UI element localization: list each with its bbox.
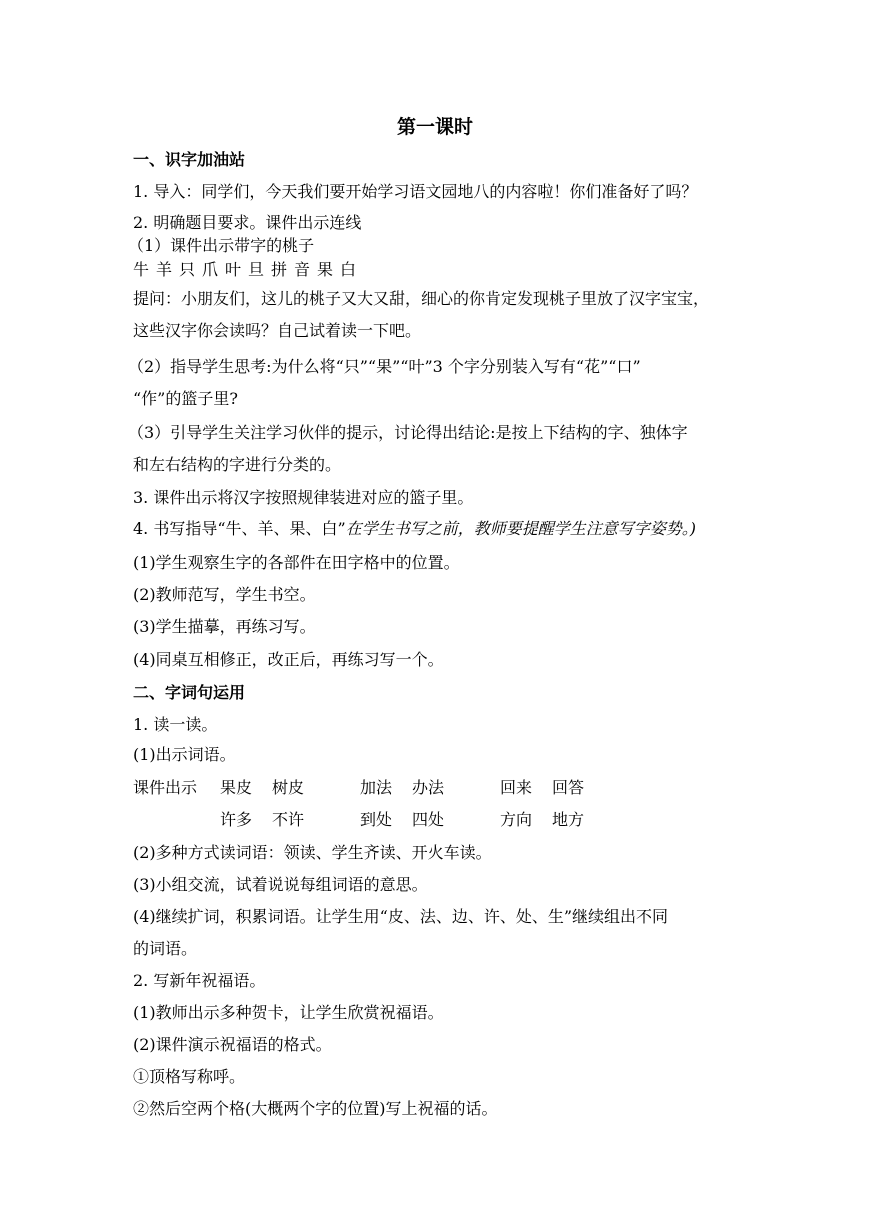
word-cell: 不许 bbox=[272, 810, 305, 829]
step-item: (2)教师范写，学生书空。 bbox=[133, 585, 316, 604]
paragraph: 这些汉字你会读吗？自己试着读一下吧。 bbox=[133, 321, 422, 340]
writing-note: 在学生书写之前，教师要提醒学生注意写字姿势。) bbox=[345, 519, 696, 538]
character: 叶 bbox=[225, 260, 242, 279]
word-cell: 方向 bbox=[500, 810, 533, 829]
paragraph bbox=[133, 519, 696, 539]
word-cell: 地方 bbox=[552, 810, 585, 829]
paragraph: 2. 写新年祝福语。 bbox=[133, 971, 266, 990]
section2-heading: 二、字词句运用 bbox=[133, 683, 246, 702]
character: 白 bbox=[340, 260, 357, 279]
writing-guidance: 4. 书写指导“牛、羊、果、白” bbox=[133, 519, 346, 538]
paragraph: （3）引导学生关注学习伙伴的提示，讨论得出结论:是按上下结构的字、独体字 bbox=[128, 423, 688, 442]
paragraph: 3. 课件出示将汉字按照规律装进对应的篮子里。 bbox=[133, 488, 474, 507]
word-cell: 四处 bbox=[412, 810, 445, 829]
page-title: 第一课时 bbox=[396, 116, 473, 138]
character: 牛 bbox=[133, 260, 150, 279]
paragraph: （1）课件出示带字的桃子 bbox=[128, 236, 315, 255]
paragraph: 的词语。 bbox=[133, 939, 198, 958]
character: 果 bbox=[317, 260, 334, 279]
paragraph: 2. 明确题目要求。课件出示连线 bbox=[133, 213, 362, 232]
character: 旦 bbox=[248, 260, 265, 279]
character-list bbox=[133, 260, 363, 280]
step-item: (1)学生观察生字的各部件在田字格中的位置。 bbox=[133, 553, 460, 572]
section1-heading: 一、识字加油站 bbox=[133, 150, 246, 169]
paragraph: (2)课件演示祝福语的格式。 bbox=[133, 1035, 332, 1054]
step-item: (3)学生描摹，再练习写。 bbox=[133, 617, 316, 636]
paragraph: (1)出示词语。 bbox=[133, 745, 236, 764]
word-cell: 树皮 bbox=[272, 778, 305, 797]
character: 拼 bbox=[271, 260, 288, 279]
character: 只 bbox=[179, 260, 196, 279]
paragraph: 1. 读一读。 bbox=[133, 715, 218, 734]
character: 羊 bbox=[156, 260, 173, 279]
step-item: (4)同桌互相修正，改正后，再练习写一个。 bbox=[133, 650, 444, 669]
paragraph: ②然后空两个格(大概两个字的位置)写上祝福的话。 bbox=[133, 1099, 498, 1118]
paragraph: (3)小组交流，试着说说每组词语的意思。 bbox=[133, 875, 428, 894]
paragraph: (2)多种方式读词语：领读、学生齐读、开火车读。 bbox=[133, 843, 492, 862]
word-cell: 办法 bbox=[412, 778, 445, 797]
word-cell: 回来 bbox=[500, 778, 533, 797]
word-cell: 加法 bbox=[360, 778, 393, 797]
word-cell: 回答 bbox=[552, 778, 585, 797]
paragraph: 和左右结构的字进行分类的。 bbox=[133, 455, 342, 474]
paragraph: 1. 导入：同学们，今天我们要开始学习语文园地八的内容啦！你们准备好了吗？ bbox=[133, 182, 698, 201]
paragraph: 提问：小朋友们，这儿的桃子又大又甜，细心的你肯定发现桃子里放了汉字宝宝， bbox=[133, 289, 710, 308]
word-cell: 到处 bbox=[360, 810, 393, 829]
paragraph: (4)继续扩词，积累词语。让学生用“皮、法、边、许、处、生”继续组出不同 bbox=[133, 907, 669, 926]
word-table-label: 课件出示 bbox=[133, 778, 198, 797]
character: 爪 bbox=[202, 260, 219, 279]
paragraph: “作”的篮子里? bbox=[133, 389, 238, 408]
paragraph: (1)教师出示多种贺卡，让学生欣赏祝福语。 bbox=[133, 1003, 444, 1022]
paragraph: （2）指导学生思考:为什么将“只”“果”“叶”3 个字分别装入写有“花”“口” bbox=[128, 357, 641, 376]
word-cell: 许多 bbox=[220, 810, 253, 829]
paragraph: ①顶格写称呼。 bbox=[133, 1067, 246, 1086]
word-cell: 果皮 bbox=[220, 778, 253, 797]
character: 音 bbox=[294, 260, 311, 279]
